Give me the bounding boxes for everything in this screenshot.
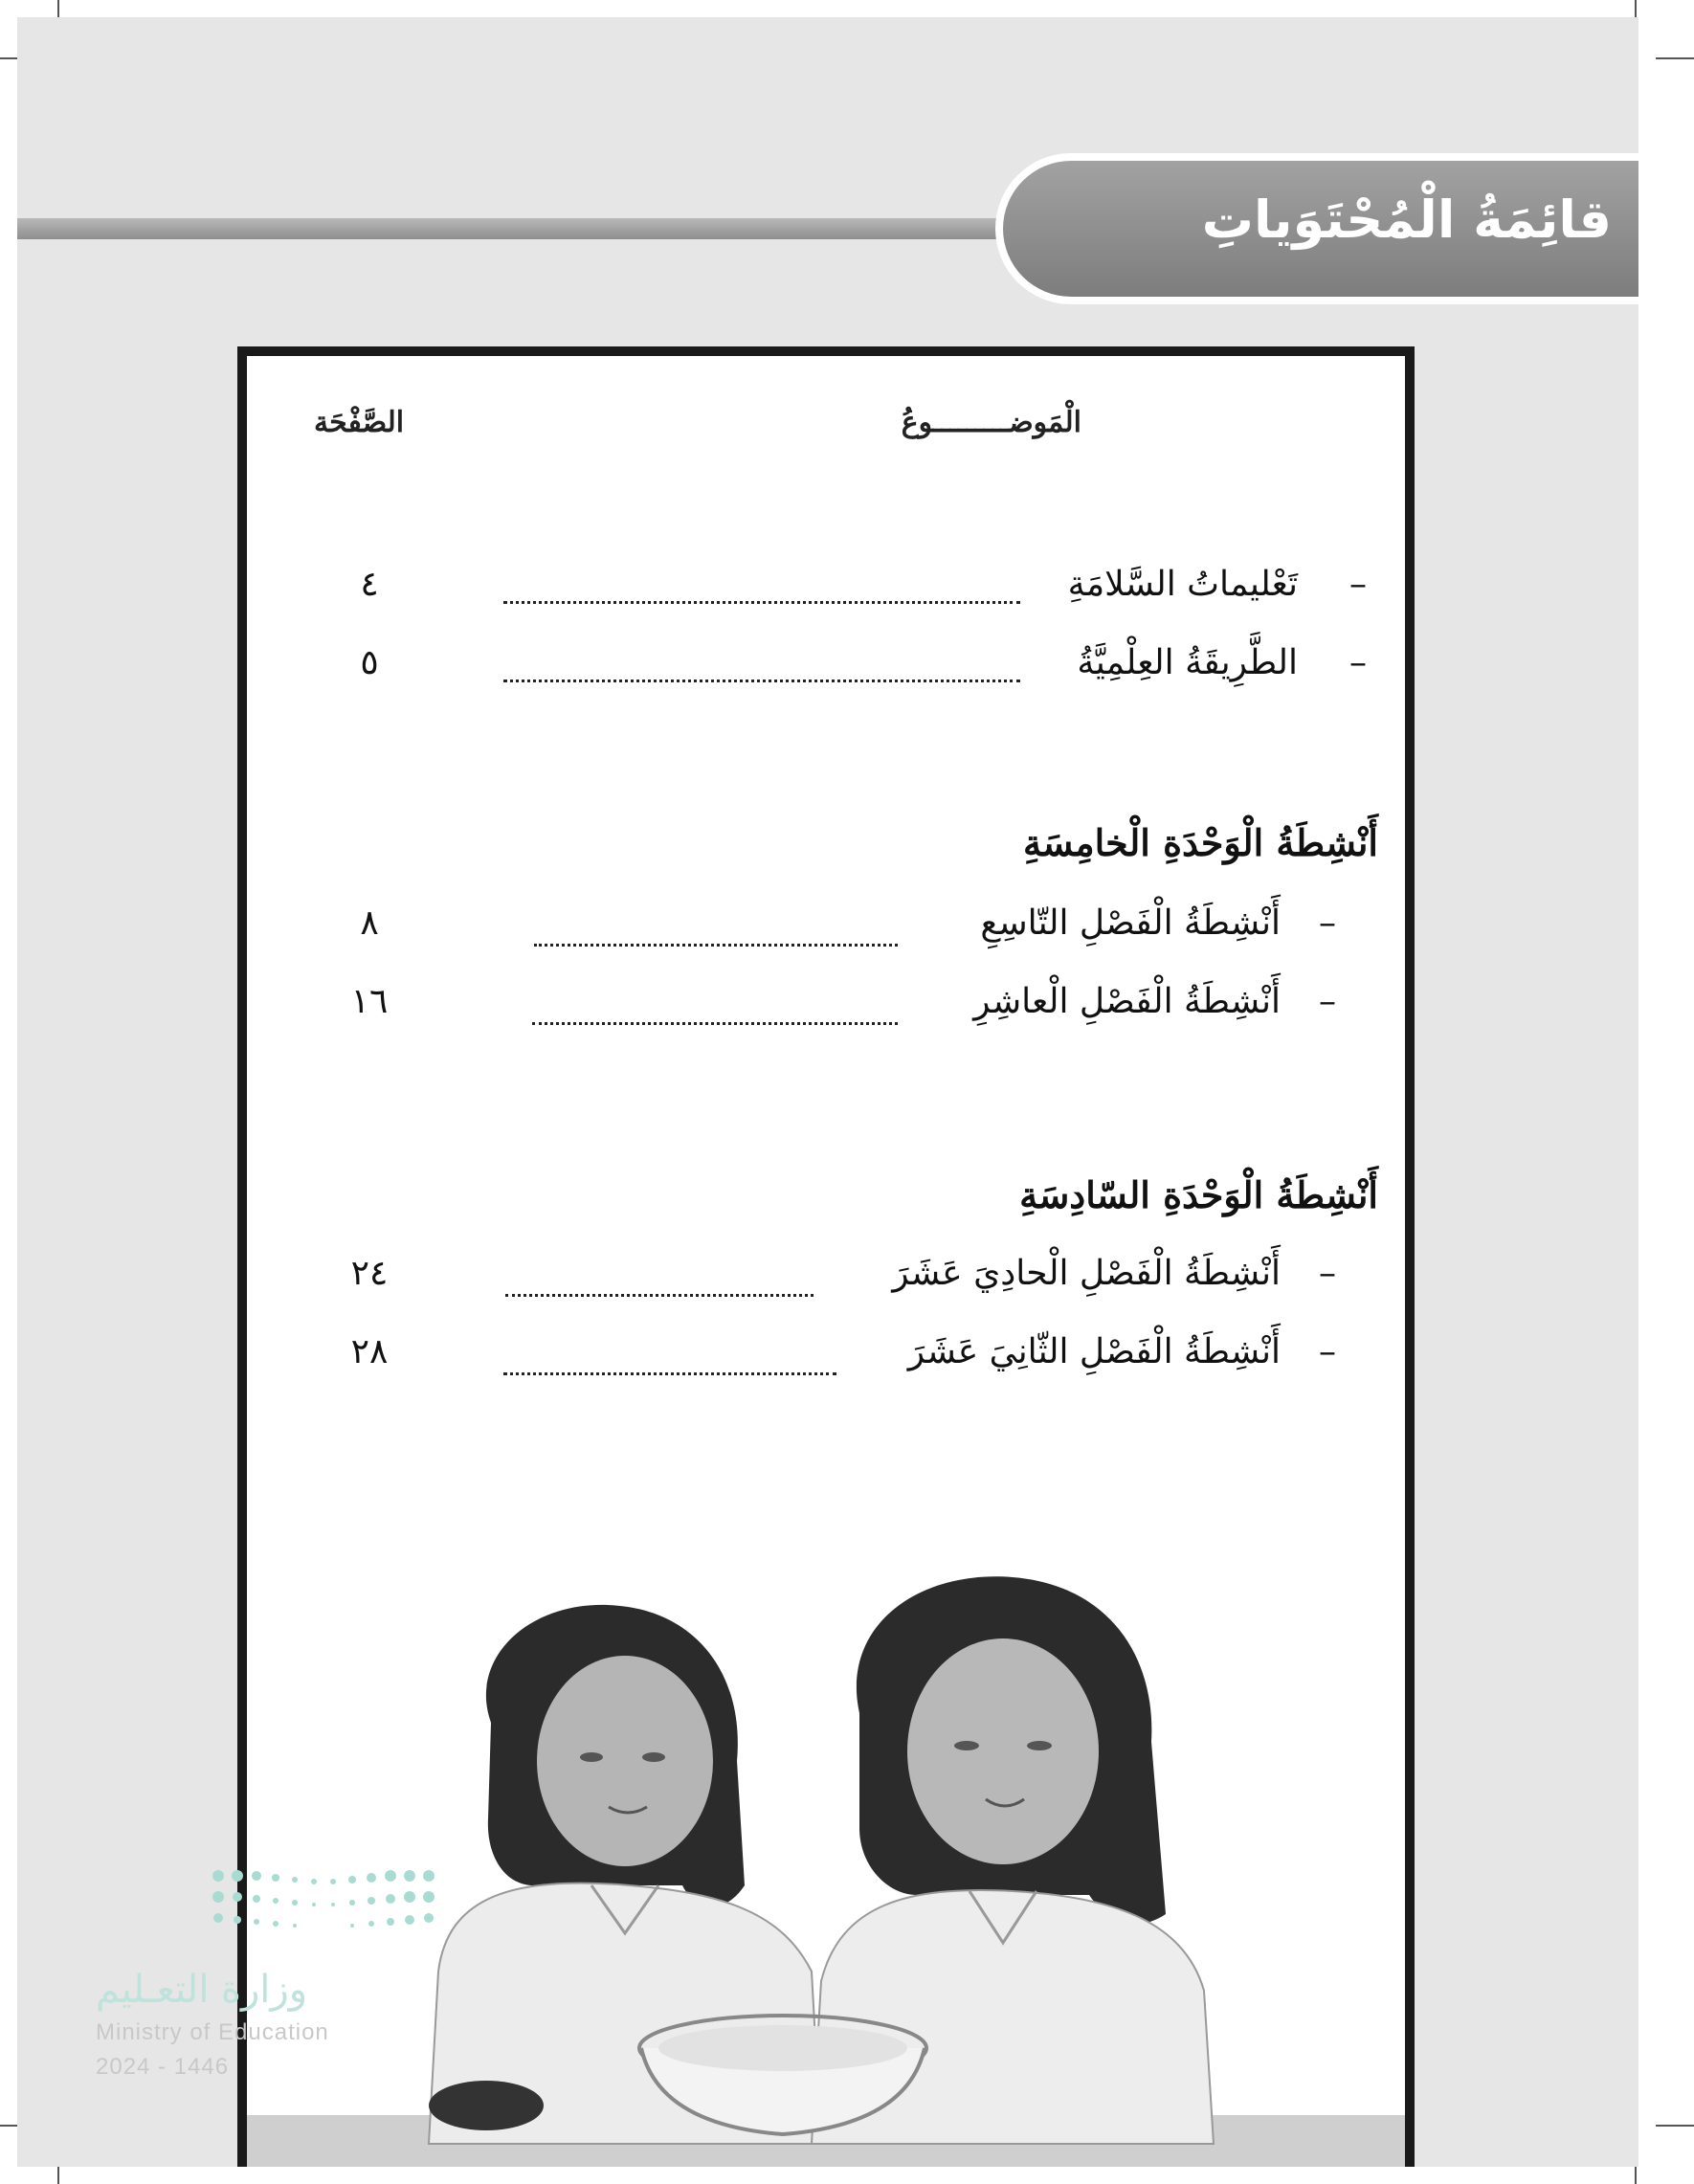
crop-mark xyxy=(1656,2125,1694,2127)
toc-entry-chapter-12[interactable] xyxy=(247,1332,1405,1390)
entry-label: أَنْشِطَةُ الْفَصْلِ الْحادِيَ عَشَرَ xyxy=(892,1254,1281,1293)
dot-leader xyxy=(503,680,1020,682)
toc-entry-scientific-method[interactable] xyxy=(247,643,1405,701)
ministry-name-arabic: وزارة التعـليم xyxy=(96,1968,308,2012)
entry-dash: – xyxy=(1349,643,1367,682)
edition-year: 2024 - 1446 xyxy=(96,2054,230,2080)
entry-dash: – xyxy=(1349,565,1367,604)
page-title: قائِمَةُ الْمُحْتَوَياتِ xyxy=(1201,189,1612,250)
entry-label: أَنْشِطَةُ الْفَصْلِ الْعاشِرِ xyxy=(973,982,1281,1021)
ministry-name-english: Ministry of Education xyxy=(96,2019,329,2045)
dot-leader xyxy=(503,1372,836,1375)
entry-label: أَنْشِطَةُ الْفَصْلِ الثّانِيَ عَشَرَ xyxy=(907,1332,1281,1371)
page-column-header: الصَّفْحَة xyxy=(314,406,405,439)
entry-dash: – xyxy=(1319,1332,1336,1371)
entry-dash: – xyxy=(1319,1254,1336,1293)
dark-object xyxy=(429,2081,544,2130)
entry-label: تَعْليماتُ السَّلامَةِ xyxy=(1067,565,1298,604)
page-number: ٢٨ xyxy=(350,1332,389,1371)
topic-column-header: الْمَوضـــــــــوعُ xyxy=(901,406,1081,439)
unit-heading: أَنْشِطَةُ الْوَحْدَةِ السّادِسَةِ xyxy=(1019,1173,1378,1216)
toc-entry-chapter-11[interactable] xyxy=(247,1254,1405,1311)
toc-entry-safety[interactable] xyxy=(247,565,1405,622)
entry-label: أَنْشِطَةُ الْفَصْلِ التّاسِعِ xyxy=(980,903,1281,943)
ministry-logo-dots xyxy=(209,1868,448,1954)
page-number: ١٦ xyxy=(350,982,389,1021)
dot-leader xyxy=(503,601,1020,604)
toc-entry-chapter-9[interactable] xyxy=(247,903,1405,961)
dot-leader xyxy=(534,944,898,947)
page-number: ٢٤ xyxy=(350,1254,389,1293)
page-number: ٨ xyxy=(360,903,379,943)
dot-leader xyxy=(505,1294,814,1297)
entry-dash: – xyxy=(1319,903,1336,943)
crop-mark xyxy=(1656,57,1694,59)
entry-dash: – xyxy=(1319,982,1336,1021)
page-number: ٤ xyxy=(360,565,379,604)
unit-heading: أَنْشِطَةُ الْوَحْدَةِ الْخامِسَةِ xyxy=(1022,821,1378,864)
dot-leader xyxy=(532,1022,898,1025)
entry-label: الطَّرِيقَةُ العِلْمِيَّةُ xyxy=(1077,643,1298,682)
page-number: ٥ xyxy=(360,643,379,682)
toc-entry-chapter-10[interactable] xyxy=(247,982,1405,1039)
